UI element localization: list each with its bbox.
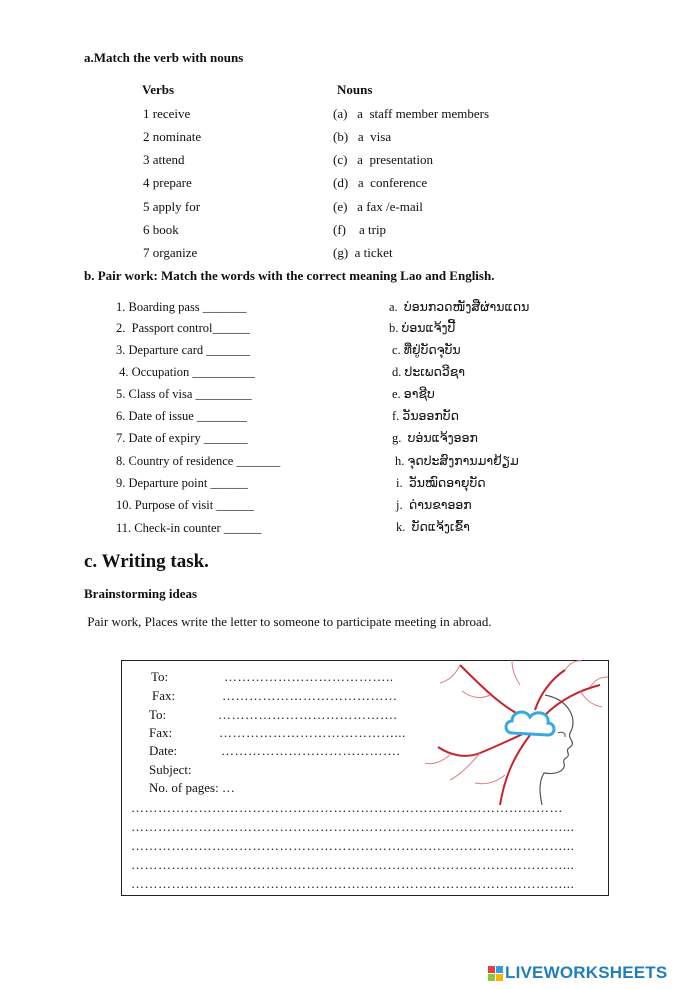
brand-name: LIVEWORKSHEETS <box>505 963 668 982</box>
liveworksheets-logo[interactable] <box>488 963 667 983</box>
meaning-item: j. ດ່ານຂາອອກ <box>396 498 472 512</box>
verb-item: 6 book <box>143 222 179 237</box>
noun-item: (b) a visa <box>333 129 392 144</box>
letter-label: Fax: <box>152 688 176 703</box>
section-c-title: c. Writing task. <box>84 551 209 572</box>
verb-item: 4 prepare <box>143 175 192 190</box>
letter-fill-line[interactable]: …………………………………. <box>221 743 401 758</box>
meaning-item: g. ບອ່ນແຈ້ງອອກ <box>392 431 478 445</box>
letter-label: No. of pages: … <box>149 780 235 795</box>
head-brain-illustration <box>420 655 610 815</box>
term-item: 4. Occupation __________ <box>116 365 255 379</box>
writing-instruction: Pair work, Places write the letter to someone to participate meeting in abroad. <box>84 614 492 629</box>
verb-item: 7 organize <box>143 245 198 260</box>
noun-item: (g) a ticket <box>333 245 393 260</box>
meaning-item: b. ບ່ອນແຈ້ງປີ້ <box>389 321 456 335</box>
letter-body-line[interactable]: ……………………………………………………………………………………... <box>131 876 575 891</box>
letter-label: To: <box>149 707 167 722</box>
section-a-title: a.Match the verb with nouns <box>84 50 244 65</box>
letter-body-line[interactable]: …………………………………………………………………………………… <box>131 800 563 815</box>
noun-item: (f) a trip <box>333 222 387 237</box>
letter-label: Subject: <box>149 762 192 777</box>
noun-item: (c) a presentation <box>333 152 433 167</box>
term-item: 6. Date of issue ________ <box>116 409 247 423</box>
nouns-header: Nouns <box>337 82 373 97</box>
meaning-item: d. ປະເພດວີຊາ <box>392 365 466 379</box>
noun-item: (d) a conference <box>333 175 428 190</box>
meaning-item: f. ວັນອອກບັດ <box>392 409 459 423</box>
noun-item: (a) a staff member members <box>333 106 490 121</box>
verb-item: 3 attend <box>143 152 185 167</box>
term-item: 7. Date of expiry _______ <box>116 431 248 445</box>
verb-item: 5 apply for <box>143 199 201 214</box>
meaning-item: i. ວັນໝົດອາຍຸບັດ <box>396 476 486 490</box>
term-item: 5. Class of visa _________ <box>116 387 252 401</box>
verb-item: 1 receive <box>143 106 191 121</box>
liveworksheets-logo-icon <box>488 966 503 981</box>
letter-fill-line[interactable]: ……………………………….. <box>224 669 394 684</box>
letter-fill-line[interactable]: ………………………………… <box>222 688 398 703</box>
meaning-item: e. ອາຊີບ <box>392 387 435 401</box>
meaning-item: c. ທີ່ຢູ່ບັດຈຸບັນ <box>392 343 461 357</box>
letter-fill-line[interactable]: …………………………………... <box>219 725 406 740</box>
term-item: 8. Country of residence _______ <box>116 454 281 468</box>
letter-fill-line[interactable]: …………………………………. <box>218 707 398 722</box>
meaning-item: h. ຈຸດປະສົງການມາຢ້ຽມ <box>395 454 519 468</box>
verb-item: 2 nominate <box>143 129 202 144</box>
letter-label: Fax: <box>149 725 173 740</box>
letter-body-line[interactable]: ……………………………………………………………………………………... <box>131 857 575 872</box>
letter-label: To: <box>151 669 169 684</box>
term-item: 2. Passport control______ <box>116 321 251 335</box>
term-item: 9. Departure point ______ <box>116 476 248 490</box>
letter-label: Date: <box>149 743 178 758</box>
term-item: 3. Departure card _______ <box>116 343 250 357</box>
verbs-header: Verbs <box>142 82 175 97</box>
meaning-item: k. ບັດແຈ້ງເຂົ້າ <box>396 520 470 534</box>
section-b-title: b. Pair work: Match the words with the correct meaning Lao and English. <box>84 268 495 283</box>
noun-item: (e) a fax /e-mail <box>333 199 423 214</box>
brainstorming-subtitle: Brainstorming ideas <box>84 586 198 601</box>
term-item: 10. Purpose of visit ______ <box>116 498 254 512</box>
letter-body-line[interactable]: ……………………………………………………………………………………... <box>131 819 575 834</box>
term-item: 11. Check-in counter ______ <box>116 521 262 535</box>
term-item: 1. Boarding pass _______ <box>116 300 247 314</box>
letter-body-line[interactable]: ……………………………………………………………………………………... <box>131 838 575 853</box>
meaning-item: a. ບ່ອນກວດໜັງສືຜ່ານແດນ <box>389 300 530 314</box>
